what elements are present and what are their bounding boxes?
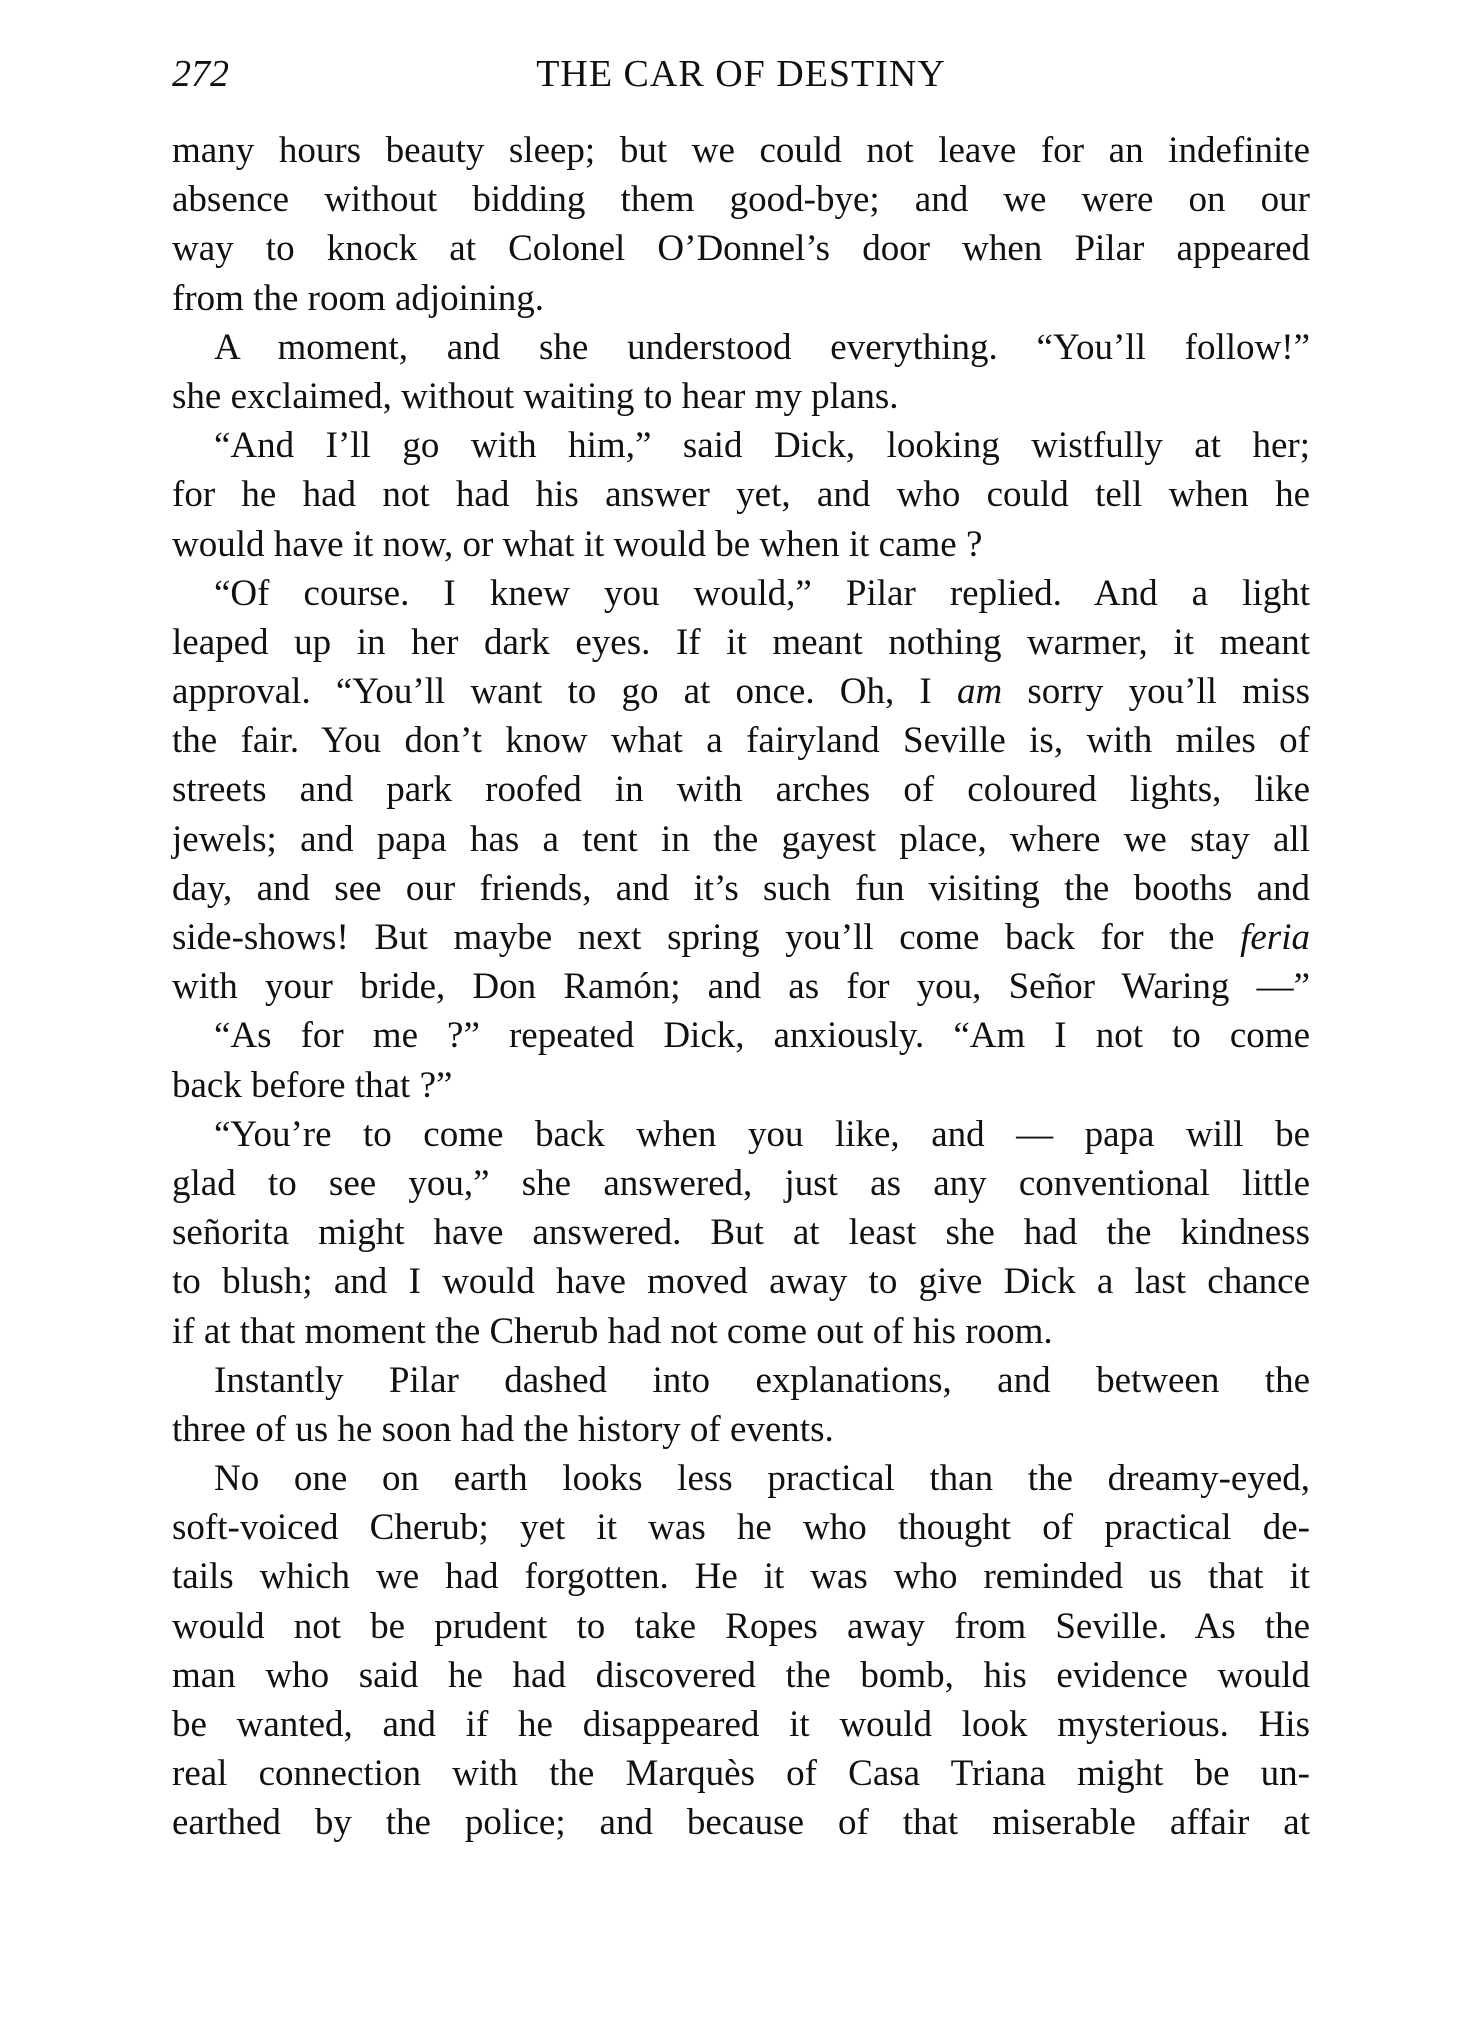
text-segment: sorry you’ll miss — [1002, 671, 1310, 713]
text-segment: day, and see our friends, and it’s such fun visiting the booths and — [172, 867, 1310, 909]
text-line — [172, 1454, 1310, 1503]
italic-text: am — [956, 671, 1003, 713]
text-segment: way to knock at Colonel O’Donnel’s door when Pilar appeared — [172, 228, 1310, 270]
text-segment: man who said he had discovered the bomb, his evidence would — [172, 1654, 1310, 1696]
text-line — [172, 274, 1310, 323]
text-segment: many hours beauty sleep; but we could not leave for an indefinite — [172, 130, 1310, 171]
text-line — [172, 618, 1310, 667]
text-segment: glad to see you,” she answered, just as any conventional little — [172, 1162, 1310, 1204]
italic-text: feria — [1240, 917, 1310, 958]
text-segment: streets and park roofed in with arches of coloured lights, like — [172, 769, 1310, 811]
text-line — [172, 815, 1310, 864]
page-body-text — [172, 126, 1310, 1848]
text-line — [172, 126, 1310, 175]
text-segment: with your bride, Don Ramón; and as for you, Señor Waring —” — [172, 966, 1310, 1008]
text-segment: back before that ?” — [172, 1064, 453, 1106]
text-segment: would have it now, or what it would be when it came ? — [172, 523, 983, 565]
text-segment: Instantly Pilar dashed into explanations, and between the — [214, 1359, 1310, 1401]
running-title: THE CAR OF DESTINY — [536, 53, 946, 95]
text-line — [172, 1307, 1310, 1356]
text-segment: “As for me ?” repeated Dick, anxiously. “Am I not to come — [214, 1015, 1310, 1057]
text-segment: tails which we had forgotten. He it was who reminded us that it — [172, 1556, 1310, 1598]
text-line — [172, 1110, 1310, 1159]
text-segment: real connection with the Marquès of Casa Triana might be un- — [172, 1753, 1310, 1795]
text-line — [172, 1700, 1310, 1749]
text-line — [172, 470, 1310, 519]
text-segment: side-shows! But maybe next spring you’ll come back for the — [172, 917, 1241, 958]
text-line — [172, 765, 1310, 814]
text-line — [172, 1405, 1310, 1454]
text-segment: from the room adjoining. — [172, 277, 544, 319]
text-line — [172, 1503, 1310, 1552]
page-number: 272 — [172, 53, 229, 95]
text-line — [172, 1208, 1310, 1257]
text-line — [172, 1011, 1310, 1060]
text-segment: for he had not had his answer yet, and who could tell when he — [172, 474, 1310, 516]
text-segment: leaped up in her dark eyes. If it meant nothing warmer, it meant — [172, 621, 1310, 663]
text-segment: señorita might have answered. But at least she had the kindness — [172, 1212, 1310, 1254]
text-line — [172, 1257, 1310, 1306]
text-line — [172, 569, 1310, 618]
text-line — [172, 224, 1310, 273]
text-segment: would not be prudent to take Ropes away from Seville. As the — [172, 1605, 1310, 1647]
text-segment: be wanted, and if he disappeared it would look mysterious. His — [172, 1704, 1310, 1745]
text-line — [172, 1651, 1310, 1700]
text-segment: to blush; and I would have moved away to give Dick a last chance — [172, 1261, 1310, 1303]
text-line — [172, 1061, 1310, 1110]
text-segment: No one on earth looks less practical than the dreamy-eyed, — [214, 1458, 1310, 1500]
text-segment: three of us he soon had the history of events. — [172, 1408, 834, 1450]
running-header — [172, 52, 1310, 102]
text-line — [172, 1356, 1310, 1405]
text-line — [172, 175, 1310, 224]
text-segment: she exclaimed, without waiting to hear my plans. — [172, 375, 899, 417]
text-segment: A moment, and she understood everything. “You’ll follow!” — [214, 326, 1310, 368]
text-line — [172, 913, 1310, 962]
text-line — [172, 1602, 1310, 1651]
text-segment: absence without bidding them good-bye; and we were on our — [172, 179, 1310, 221]
text-line — [172, 323, 1310, 372]
text-line — [172, 1798, 1310, 1847]
text-line — [172, 372, 1310, 421]
text-line — [172, 1749, 1310, 1798]
text-line — [172, 962, 1310, 1011]
text-segment: “Of course. I knew you would,” Pilar replied. And a light — [214, 572, 1310, 614]
text-segment: “And I’ll go with him,” said Dick, looking wistfully at her; — [214, 425, 1310, 467]
text-line — [172, 520, 1310, 569]
text-line — [172, 421, 1310, 470]
text-segment: the fair. You don’t know what a fairyland Seville is, with miles of — [172, 720, 1310, 762]
text-line — [172, 667, 1310, 716]
text-line — [172, 864, 1310, 913]
text-line — [172, 716, 1310, 765]
text-line — [172, 1159, 1310, 1208]
text-segment: jewels; and papa has a tent in the gayest place, where we stay all — [172, 818, 1310, 860]
text-segment: approval. “You’ll want to go at once. Oh, I — [172, 671, 957, 713]
text-segment: soft-voiced Cherub; yet it was he who thought of practical de- — [172, 1507, 1310, 1549]
text-line — [172, 1552, 1310, 1601]
text-segment: if at that moment the Cherub had not come out of his room. — [172, 1310, 1053, 1352]
text-segment: “You’re to come back when you like, and — papa will be — [214, 1113, 1310, 1155]
text-segment: earthed by the police; and because of that miserable affair at — [172, 1802, 1310, 1844]
